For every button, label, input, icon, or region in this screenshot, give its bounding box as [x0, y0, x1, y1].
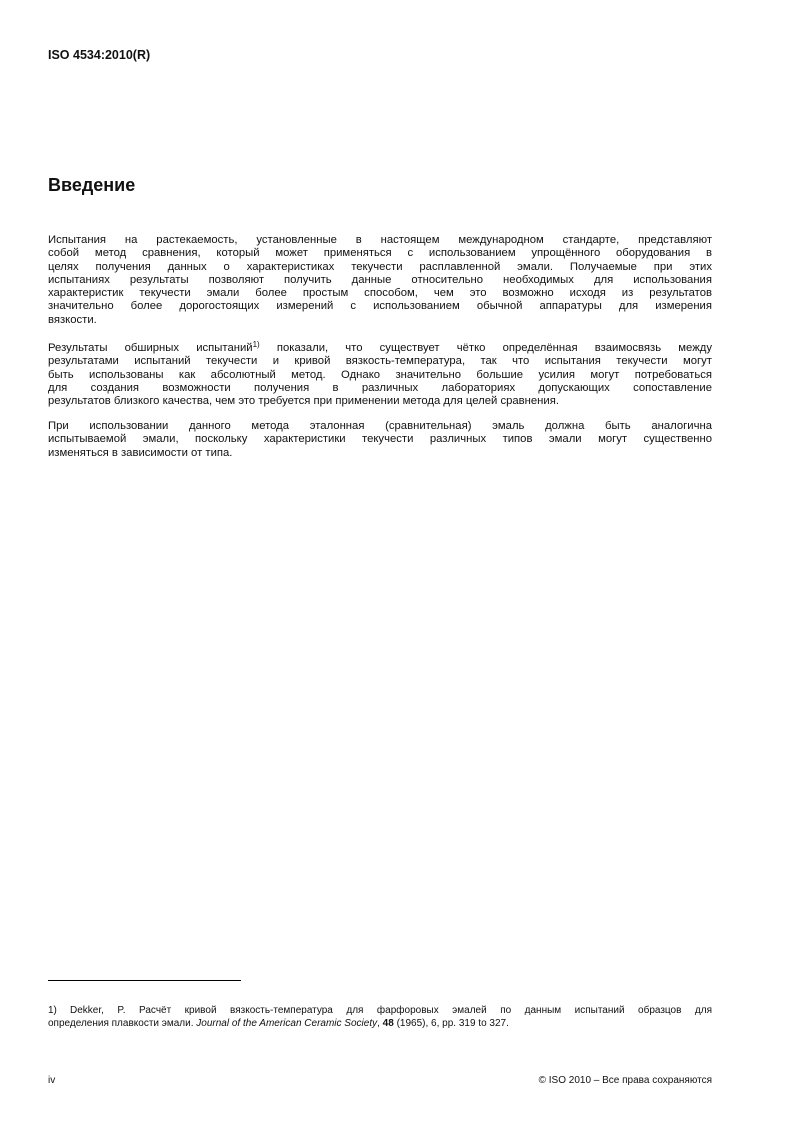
text-span: (1965), 6, pp. 319 to 327.: [393, 1017, 509, 1029]
text-line: собой метод сравнения, который может применяться с использованием упрощённого оборудования в: [48, 247, 712, 260]
paragraph-2: [48, 342, 712, 408]
footnote-reference[interactable]: 1): [252, 340, 260, 349]
footnote: [48, 1005, 712, 1030]
section-title: Введение: [48, 175, 136, 195]
text-line: испытываемой эмали, поскольку характеристики текучести различных типов эмали могут существенно: [48, 433, 712, 446]
text-line: быть использованы как абсолютный метод. Однако значительно большие усилия могут потребоваться: [48, 368, 712, 381]
text-line: для создания возможности получения в различных лабораториях допускающих сопоставление: [48, 381, 712, 394]
text-span: ,: [377, 1017, 383, 1029]
text-line: результатами испытаний текучести и кривой вязкость-температура, так что испытания текучести могут: [48, 355, 712, 368]
text-line: изменяться в зависимости от типа.: [48, 446, 233, 459]
text-span: Результаты обширных испытаний: [48, 342, 253, 354]
text-line: целях получения данных о характеристиках текучести расплавленной эмали. Получаемые при этих: [48, 260, 712, 273]
footnote-line: [48, 1018, 712, 1031]
journal-title: Journal of the American Ceramic Society: [196, 1017, 378, 1029]
page-number: iv: [48, 1075, 56, 1086]
text-line: [48, 342, 712, 355]
journal-volume: 48: [382, 1017, 394, 1029]
text-line: При использовании данного метода эталонная (сравнительная) эмаль должна быть аналогична: [48, 420, 712, 432]
footnote-separator: [48, 980, 241, 981]
text-line: Испытания на растекаемость, установленные в настоящем международном стандарте, представляют: [48, 234, 712, 246]
paragraph-1: [48, 234, 712, 327]
footnote-line: [48, 1005, 712, 1018]
text-span: Dekker, P. Расчёт кривой вязкость-температура для фарфоровых эмалей по данным испытаний образцов для: [70, 1005, 712, 1016]
paragraph-3: [48, 420, 712, 460]
text-line: испытаниях результаты позволяют получить данные относительно необходимых для использования: [48, 273, 712, 286]
document-id-header: ISO 4534:2010(R): [48, 48, 151, 62]
text-line: значительно более дорогостоящих измерений с использованием обычной аппаратуры для измерения: [48, 300, 712, 313]
text-span: показали, что существует чётко определённая взаимосвязь между: [259, 342, 712, 354]
text-line: характеристик текучести эмали более простым способом, чем это возможно исходя из результатов: [48, 287, 712, 300]
text-line: вязкости.: [48, 313, 97, 326]
text-span: определения плавкости эмали.: [48, 1017, 197, 1029]
footnote-number: 1): [48, 1005, 57, 1016]
copyright-notice: © ISO 2010 – Все права сохраняются: [538, 1075, 712, 1086]
text-line: результатов близкого качества, чем это требуется при применении метода для целей сравнения.: [48, 395, 559, 408]
